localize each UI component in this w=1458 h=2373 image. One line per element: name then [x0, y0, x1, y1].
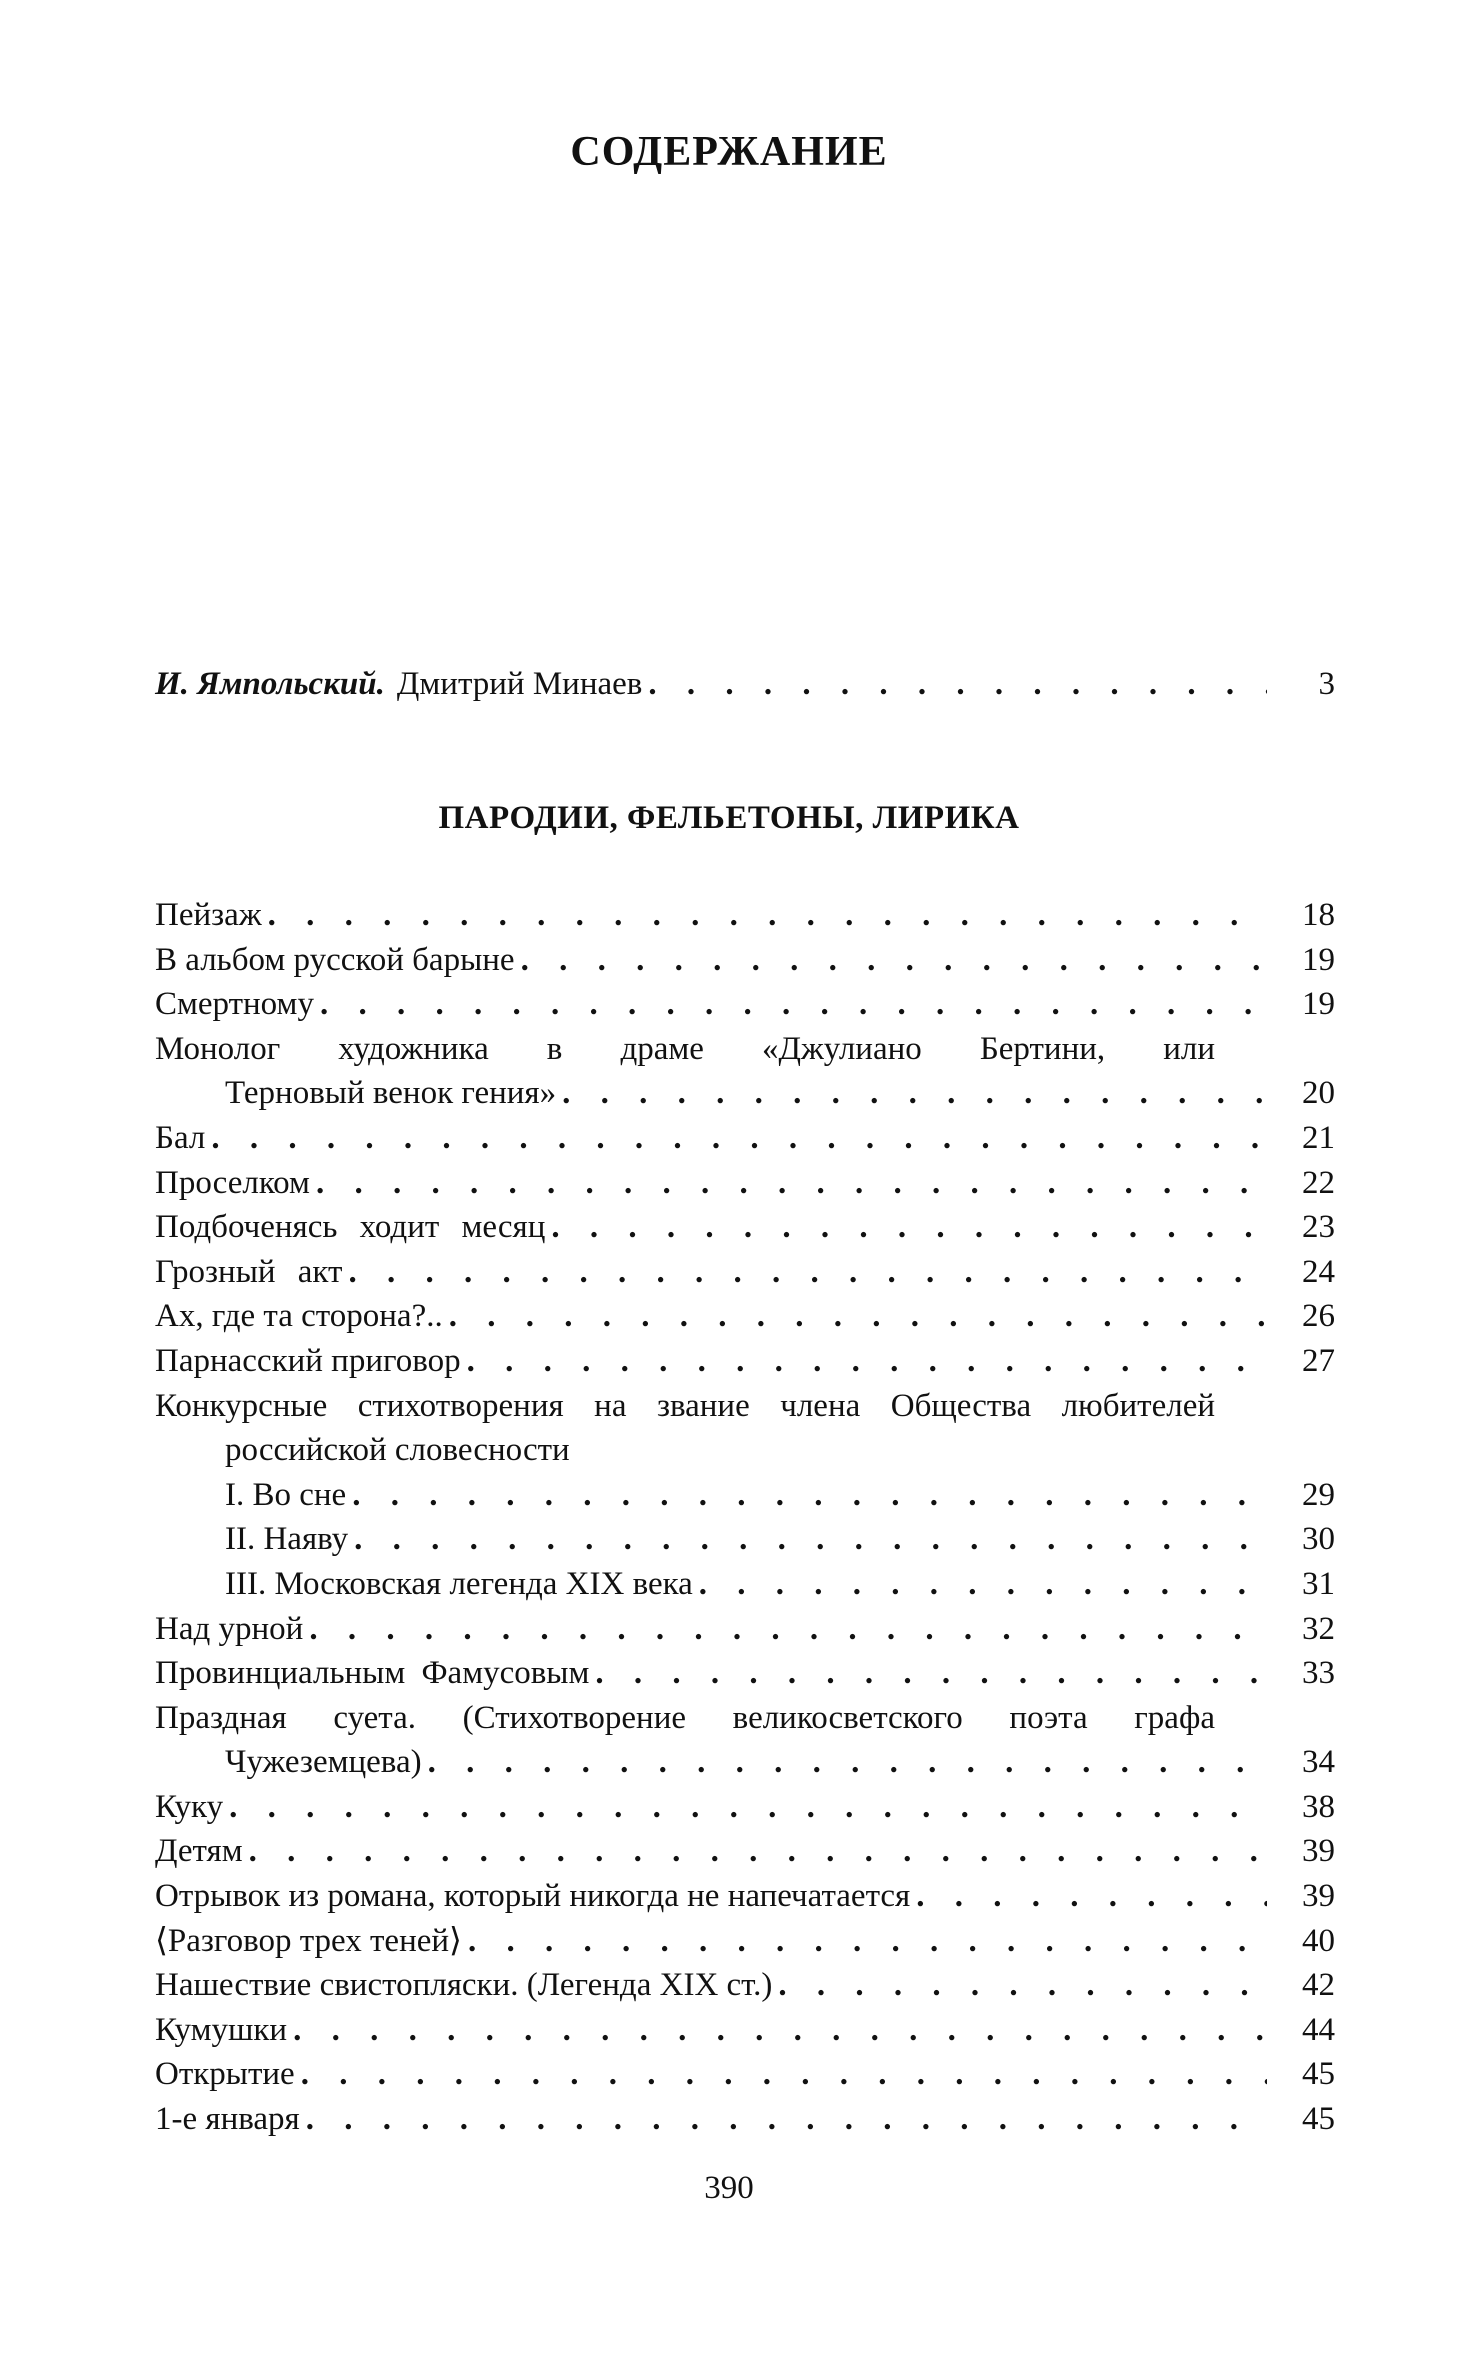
dot-leader: [648, 666, 1267, 703]
toc-entry: [155, 982, 1335, 1027]
dot-leader: [521, 938, 1267, 983]
toc-list: [155, 893, 1335, 2142]
dot-leader: [301, 2052, 1267, 2097]
toc-entry-page: 33: [1302, 1655, 1335, 1692]
toc-entry-title: 1-е января: [155, 2101, 300, 2138]
toc-entry: [155, 1071, 1335, 1116]
toc-entry: [155, 1740, 1335, 1785]
toc-entry-intro: [155, 666, 1335, 703]
toc-entry: [155, 1161, 1335, 1206]
toc-entry-page: 27: [1302, 1342, 1335, 1379]
toc-entry: [155, 1428, 1335, 1473]
dot-leader: [551, 1205, 1267, 1250]
toc-entry: [155, 2008, 1335, 2053]
intro-page: 3: [1318, 666, 1335, 702]
toc-entry-page: 22: [1302, 1164, 1335, 1201]
toc-entry-title: Ах, где та сторона?..: [155, 1298, 443, 1335]
toc-entry-title: Грозный акт: [155, 1253, 343, 1290]
dot-leader: [468, 1919, 1267, 1964]
dot-leader: [268, 893, 1267, 938]
toc-entry-title: Провинциальным Фамусовым: [155, 1655, 590, 1692]
toc-entry: [155, 1919, 1335, 1964]
dot-leader: [428, 1740, 1267, 1785]
toc-entry: [155, 1250, 1335, 1295]
toc-entry: [155, 2052, 1335, 2097]
toc-entry-title: Куку: [155, 1788, 224, 1825]
dot-leader: [316, 1161, 1267, 1206]
toc-entry-title: Подбоченясь ходит месяц: [155, 1209, 546, 1246]
toc-entry-page: 26: [1302, 1298, 1335, 1335]
toc-entry-title: Кумушки: [155, 2011, 288, 2048]
toc-entry-title: ⟨Разговор трех теней⟩: [155, 1922, 462, 1959]
toc-entry-title: Над урной: [155, 1610, 304, 1647]
toc-entry-title: I. Во сне: [225, 1476, 347, 1513]
toc-entry-title: Чужеземцева): [225, 1744, 422, 1781]
toc-entry-page: 44: [1302, 2011, 1335, 2048]
intro-author: И. Ямпольский.: [155, 666, 385, 702]
toc-entry-title: Праздная суета. (Стихотворение великосветского поэта графа: [155, 1699, 1215, 1736]
dot-leader: [249, 1829, 1267, 1874]
toc-entry-page: 29: [1302, 1476, 1335, 1513]
section-title: ПАРОДИИ, ФЕЛЬЕТОНЫ, ЛИРИКА: [438, 800, 1020, 836]
toc-entry-page: 18: [1302, 897, 1335, 933]
dot-leader: [320, 982, 1267, 1027]
toc-entry-title: Бал: [155, 1119, 206, 1156]
dot-leader: [562, 1071, 1267, 1116]
toc-entry-page: 24: [1302, 1253, 1335, 1290]
toc-entry-title: российской словесности: [225, 1432, 570, 1469]
toc-entry: [155, 1874, 1335, 1919]
dot-leader: [229, 1785, 1267, 1830]
dot-leader: [778, 1963, 1267, 2008]
toc-entry: [155, 1205, 1335, 1250]
toc-entry-title: Парнасский приговор: [155, 1342, 461, 1379]
toc-entry-page: 34: [1302, 1744, 1335, 1781]
toc-entry: [155, 1696, 1335, 1741]
toc-entry: [155, 893, 1335, 938]
page-title: СОДЕРЖАНИЕ: [570, 129, 888, 175]
dot-leader: [309, 1607, 1267, 1652]
toc-entry-title: III. Московская легенда XIX века: [225, 1565, 693, 1602]
toc-entry: [155, 1473, 1335, 1518]
toc-entry-title: Пейзаж: [155, 897, 262, 933]
dot-leader: [352, 1473, 1267, 1518]
toc-entry-title: II. Наяву: [225, 1521, 349, 1558]
toc-entry-page: 30: [1302, 1521, 1335, 1558]
toc-entry: [155, 1963, 1335, 2008]
toc-entry: [155, 1785, 1335, 1830]
toc-entry: [155, 938, 1335, 983]
toc-entry-page: 45: [1302, 2056, 1335, 2093]
toc-entry: [155, 1384, 1335, 1429]
toc-entry-page: 31: [1302, 1565, 1335, 1602]
toc-entry-page: 20: [1302, 1075, 1335, 1112]
dot-leader: [595, 1651, 1267, 1696]
toc-entry-page: 42: [1302, 1967, 1335, 2004]
dot-leader: [449, 1294, 1267, 1339]
dot-leader: [211, 1116, 1267, 1161]
toc-entry-page: 39: [1302, 1833, 1335, 1870]
dot-leader: [293, 2008, 1267, 2053]
toc-entry: [155, 1607, 1335, 1652]
toc-entry-title: Монолог художника в драме «Джулиано Бертини, или: [155, 1030, 1215, 1067]
toc-entry: [155, 1651, 1335, 1696]
toc-entry-title: Проселком: [155, 1164, 310, 1201]
toc-entry-title: Открытие: [155, 2056, 295, 2093]
toc-entry-title: Нашествие свистопляски. (Легенда XIX ст.): [155, 1967, 773, 2004]
toc-entry-page: 40: [1302, 1922, 1335, 1959]
toc-entry-page: 39: [1302, 1878, 1335, 1915]
toc-entry: [155, 1116, 1335, 1161]
dot-leader: [467, 1339, 1267, 1384]
toc-entry: [155, 1829, 1335, 1874]
toc-entry: [155, 1562, 1335, 1607]
toc-entry-page: 45: [1302, 2101, 1335, 2138]
toc-entry-page: 19: [1302, 986, 1335, 1023]
toc-entry-page: 19: [1302, 941, 1335, 978]
dot-leader: [348, 1250, 1267, 1295]
toc-entry-page: 23: [1302, 1209, 1335, 1246]
toc-entry-title: В альбом русской барыне: [155, 941, 515, 978]
page-number: 390: [704, 2170, 754, 2206]
toc-entry-title: Смертному: [155, 986, 314, 1023]
toc-entry-page: 38: [1302, 1788, 1335, 1825]
toc-entry: [155, 1294, 1335, 1339]
toc-entry-title: Терновый венок гения»: [225, 1075, 557, 1112]
dot-leader: [916, 1874, 1267, 1919]
toc-entry: [155, 2097, 1335, 2142]
toc-entry-page: 32: [1302, 1610, 1335, 1647]
toc-entry: [155, 1339, 1335, 1384]
intro-title: Дмитрий Минаев: [396, 666, 643, 702]
toc-entry: [155, 1027, 1335, 1072]
toc-entry-title: Детям: [155, 1833, 243, 1870]
dot-leader: [354, 1517, 1267, 1562]
toc-entry-title: Конкурсные стихотворения на звание члена Общества любителей: [155, 1387, 1215, 1424]
dot-leader: [699, 1562, 1267, 1607]
dot-leader: [306, 2097, 1267, 2142]
toc-entry-title: Отрывок из романа, который никогда не напечатается: [155, 1878, 911, 1915]
toc-entry-page: 21: [1302, 1119, 1335, 1156]
toc-entry: [155, 1517, 1335, 1562]
